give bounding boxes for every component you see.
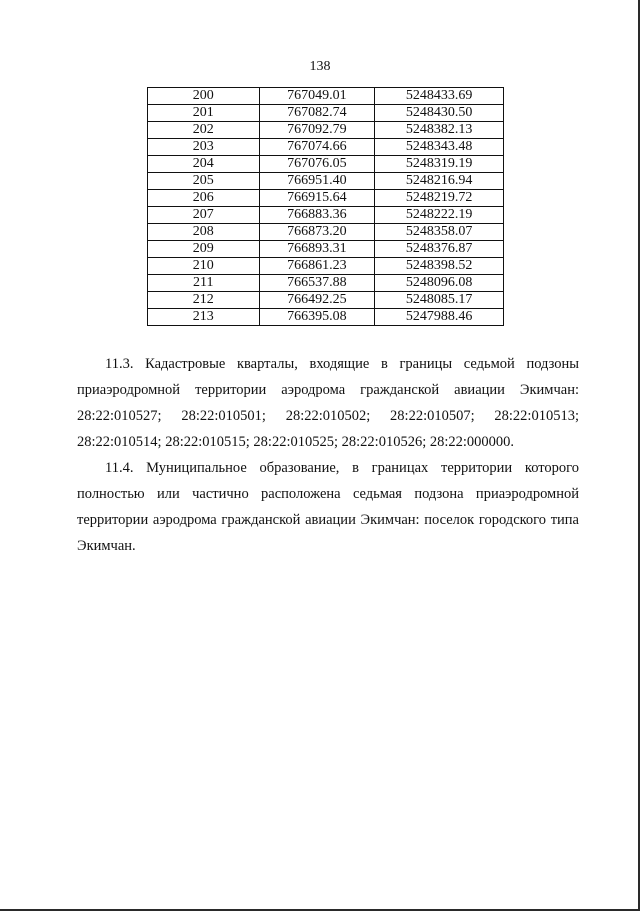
x-coordinate-cell: 766873.20 <box>259 224 375 241</box>
x-coordinate-cell: 766861.23 <box>259 258 375 275</box>
y-coordinate-cell: 5248358.07 <box>375 224 504 241</box>
point-number-cell: 213 <box>148 309 260 326</box>
x-coordinate-cell: 767076.05 <box>259 156 375 173</box>
point-number-cell: 210 <box>148 258 260 275</box>
y-coordinate-cell: 5248319.19 <box>375 156 504 173</box>
paragraph-text: 11.4. Муниципальное образование, в границах территории которого полностью или частично расположена седьмая подзона приаэродромной территории аэродрома гражданской авиации Экимчан: поселок городского типа Экимчан. <box>77 460 579 554</box>
point-number-cell: 207 <box>148 207 260 224</box>
x-coordinate-cell: 766883.36 <box>259 207 375 224</box>
y-coordinate-cell: 5247988.46 <box>375 309 504 326</box>
coordinates-table <box>147 87 504 326</box>
y-coordinate-cell: 5248096.08 <box>375 275 504 292</box>
point-number-cell: 209 <box>148 241 260 258</box>
y-coordinate-cell: 5248343.48 <box>375 139 504 156</box>
table-row <box>148 309 504 326</box>
table-row <box>148 224 504 241</box>
coordinates-table-body <box>148 88 504 326</box>
point-number-cell: 200 <box>148 88 260 105</box>
x-coordinate-cell: 766915.64 <box>259 190 375 207</box>
table-row <box>148 156 504 173</box>
table-row <box>148 258 504 275</box>
y-coordinate-cell: 5248430.50 <box>375 105 504 122</box>
x-coordinate-cell: 766492.25 <box>259 292 375 309</box>
point-number-cell: 201 <box>148 105 260 122</box>
table-row <box>148 105 504 122</box>
y-coordinate-cell: 5248085.17 <box>375 292 504 309</box>
table-row <box>148 190 504 207</box>
table-row <box>148 139 504 156</box>
paragraph-text: 11.3. Кадастровые кварталы, входящие в границы седьмой подзоны приаэродромной территории аэродрома гражданской авиации Экимчан: 28:22:010527; 28:22:010501; 28:22:010502; 28:22:010507; 28:22:010513; 28:22:010514; 28:22:010515; 28:22:010525; 28:22:010526; 28:22:000000. <box>77 356 579 450</box>
x-coordinate-cell: 767049.01 <box>259 88 375 105</box>
table-row <box>148 207 504 224</box>
point-number-cell: 212 <box>148 292 260 309</box>
x-coordinate-cell: 767082.74 <box>259 105 375 122</box>
y-coordinate-cell: 5248219.72 <box>375 190 504 207</box>
point-number-cell: 204 <box>148 156 260 173</box>
y-coordinate-cell: 5248382.13 <box>375 122 504 139</box>
table-row <box>148 173 504 190</box>
point-number-cell: 202 <box>148 122 260 139</box>
y-coordinate-cell: 5248398.52 <box>375 258 504 275</box>
page-number: 138 <box>309 59 331 74</box>
point-number-cell: 211 <box>148 275 260 292</box>
y-coordinate-cell: 5248433.69 <box>375 88 504 105</box>
table-row <box>148 292 504 309</box>
point-number-cell: 206 <box>148 190 260 207</box>
x-coordinate-cell: 766395.08 <box>259 309 375 326</box>
table-row <box>148 275 504 292</box>
y-coordinate-cell: 5248222.19 <box>375 207 504 224</box>
x-coordinate-cell: 766893.31 <box>259 241 375 258</box>
table-row <box>148 122 504 139</box>
table-row <box>148 88 504 105</box>
y-coordinate-cell: 5248216.94 <box>375 173 504 190</box>
paragraph-11-3 <box>77 351 579 455</box>
x-coordinate-cell: 766537.88 <box>259 275 375 292</box>
point-number-cell: 208 <box>148 224 260 241</box>
point-number-cell: 203 <box>148 139 260 156</box>
point-number-cell: 205 <box>148 173 260 190</box>
x-coordinate-cell: 767074.66 <box>259 139 375 156</box>
x-coordinate-cell: 766951.40 <box>259 173 375 190</box>
table-row <box>148 241 504 258</box>
paragraph-11-4 <box>77 455 579 559</box>
x-coordinate-cell: 767092.79 <box>259 122 375 139</box>
y-coordinate-cell: 5248376.87 <box>375 241 504 258</box>
